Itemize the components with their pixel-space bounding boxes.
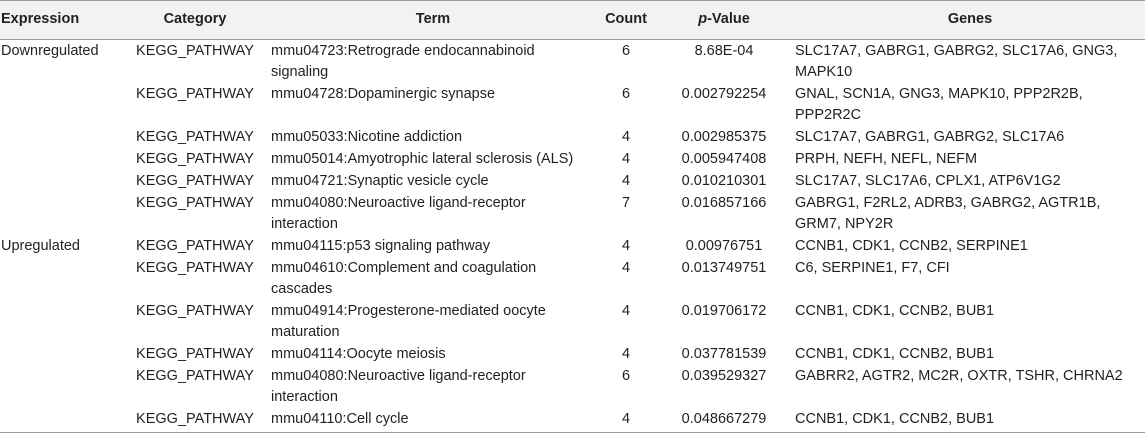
cell-pvalue: 0.019706172 [681, 303, 767, 319]
cell-count: 4 [621, 238, 631, 254]
cell-pvalue: 0.005947408 [681, 151, 767, 167]
table-row [0, 365, 1145, 408]
cell-term: mmu04723:Retrograde endocannabinoid signaling [271, 43, 535, 80]
cell-category: KEGG_PATHWAY [136, 303, 254, 319]
cell-expression [0, 170, 121, 192]
table-header [0, 1, 1145, 40]
header-row [0, 1, 1145, 40]
cell-genes: C6, SERPINE1, F7, CFI [795, 260, 950, 276]
cell-expression [0, 83, 121, 126]
cell-term: mmu04080:Neuroactive ligand-receptor interaction [271, 368, 526, 405]
cell-genes: SLC17A7, GABRG1, GABRG2, SLC17A6 [795, 129, 1065, 145]
cell-term: mmu04721:Synaptic vesicle cycle [271, 173, 489, 189]
cell-count: 6 [621, 86, 631, 102]
header-term: Term [269, 1, 595, 40]
cell-genes: GABRG1, F2RL2, ADRB3, GABRG2, AGTR1B, GRM7, NPY2R [795, 195, 1101, 232]
cell-expression [0, 126, 121, 148]
cell-category: KEGG_PATHWAY [136, 260, 254, 276]
cell-pvalue: 0.048667279 [657, 408, 791, 433]
cell-pvalue: 0.039529327 [681, 368, 767, 384]
cell-term: mmu04914:Progesterone-mediated oocyte maturation [271, 303, 546, 340]
cell-category: KEGG_PATHWAY [136, 238, 254, 254]
table-row [0, 343, 1145, 365]
table-row [0, 126, 1145, 148]
table-row [0, 40, 1145, 84]
header-pvalue-rest: -Value [707, 11, 750, 27]
cell-genes: SLC17A7, GABRG1, GABRG2, SLC17A6, GNG3, MAPK10 [795, 43, 1118, 80]
cell-category: KEGG_PATHWAY [136, 86, 254, 102]
cell-category: KEGG_PATHWAY [121, 408, 269, 433]
cell-pvalue: 0.00976751 [685, 238, 763, 254]
cell-category: KEGG_PATHWAY [136, 43, 254, 59]
table-row [0, 300, 1145, 343]
cell-count: 6 [621, 43, 631, 59]
header-genes: Genes [791, 1, 1145, 40]
cell-term: mmu04728:Dopaminergic synapse [271, 86, 496, 102]
header-pvalue-italic: p [698, 11, 708, 27]
cell-category: KEGG_PATHWAY [136, 195, 254, 211]
header-category: Category [121, 1, 269, 40]
cell-term: mmu05014:Amyotrophic lateral sclerosis (ALS) [271, 151, 574, 167]
cell-pvalue: 0.037781539 [681, 346, 767, 362]
cell-term: mmu04115:p53 signaling pathway [271, 238, 490, 254]
cell-genes: GNAL, SCN1A, GNG3, MAPK10, PPP2R2B, PPP2R2C [795, 86, 1083, 123]
cell-count: 4 [621, 303, 631, 319]
cell-term: mmu05033:Nicotine addiction [271, 129, 463, 145]
header-pvalue [657, 1, 791, 40]
cell-count: 4 [621, 346, 631, 362]
cell-count: 4 [621, 129, 631, 145]
table-row [0, 257, 1145, 300]
header-count: Count [595, 1, 657, 40]
cell-count: 4 [621, 173, 631, 189]
cell-pvalue: 0.002985375 [681, 129, 767, 145]
cell-expression: Downregulated [1, 43, 99, 59]
table-row [0, 408, 1145, 433]
table-row [0, 148, 1145, 170]
cell-category: KEGG_PATHWAY [136, 129, 254, 145]
cell-pvalue: 0.010210301 [681, 173, 767, 189]
cell-genes: PRPH, NEFH, NEFL, NEFM [795, 151, 978, 167]
cell-count: 7 [621, 195, 631, 211]
cell-term: mmu04114:Oocyte meiosis [271, 346, 446, 362]
cell-count: 6 [621, 368, 631, 384]
cell-term: mmu04610:Complement and coagulation cascades [271, 260, 537, 297]
cell-expression [0, 257, 121, 300]
table-row [0, 83, 1145, 126]
table-row [0, 235, 1145, 257]
cell-expression [0, 300, 121, 343]
table-row [0, 170, 1145, 192]
cell-term: mmu04110:Cell cycle [269, 408, 595, 433]
cell-genes: CCNB1, CDK1, CCNB2, BUB1 [795, 303, 995, 319]
cell-pvalue: 0.013749751 [681, 260, 767, 276]
table-row [0, 192, 1145, 235]
cell-expression: Upregulated [1, 238, 80, 254]
cell-category: KEGG_PATHWAY [136, 173, 254, 189]
cell-pvalue: 0.002792254 [681, 86, 767, 102]
table-body [0, 40, 1145, 433]
cell-pvalue: 8.68E-04 [694, 43, 754, 59]
cell-pvalue: 0.016857166 [681, 195, 767, 211]
cell-expression [0, 408, 121, 433]
cell-genes: CCNB1, CDK1, CCNB2, BUB1 [795, 346, 995, 362]
cell-expression [0, 148, 121, 170]
cell-expression [0, 343, 121, 365]
cell-count: 4 [621, 260, 631, 276]
cell-count: 4 [621, 151, 631, 167]
cell-genes: GABRR2, AGTR2, MC2R, OXTR, TSHR, CHRNA2 [795, 368, 1123, 384]
cell-genes: CCNB1, CDK1, CCNB2, BUB1 [791, 408, 1145, 433]
cell-genes: CCNB1, CDK1, CCNB2, SERPINE1 [795, 238, 1028, 254]
cell-expression [0, 365, 121, 408]
header-expression: Expression [0, 1, 121, 40]
cell-count: 4 [595, 408, 657, 433]
cell-genes: SLC17A7, SLC17A6, CPLX1, ATP6V1G2 [795, 173, 1061, 189]
cell-category: KEGG_PATHWAY [136, 368, 254, 384]
cell-category: KEGG_PATHWAY [136, 346, 254, 362]
cell-term: mmu04080:Neuroactive ligand-receptor interaction [271, 195, 526, 232]
cell-category: KEGG_PATHWAY [136, 151, 254, 167]
cell-expression [0, 192, 121, 235]
